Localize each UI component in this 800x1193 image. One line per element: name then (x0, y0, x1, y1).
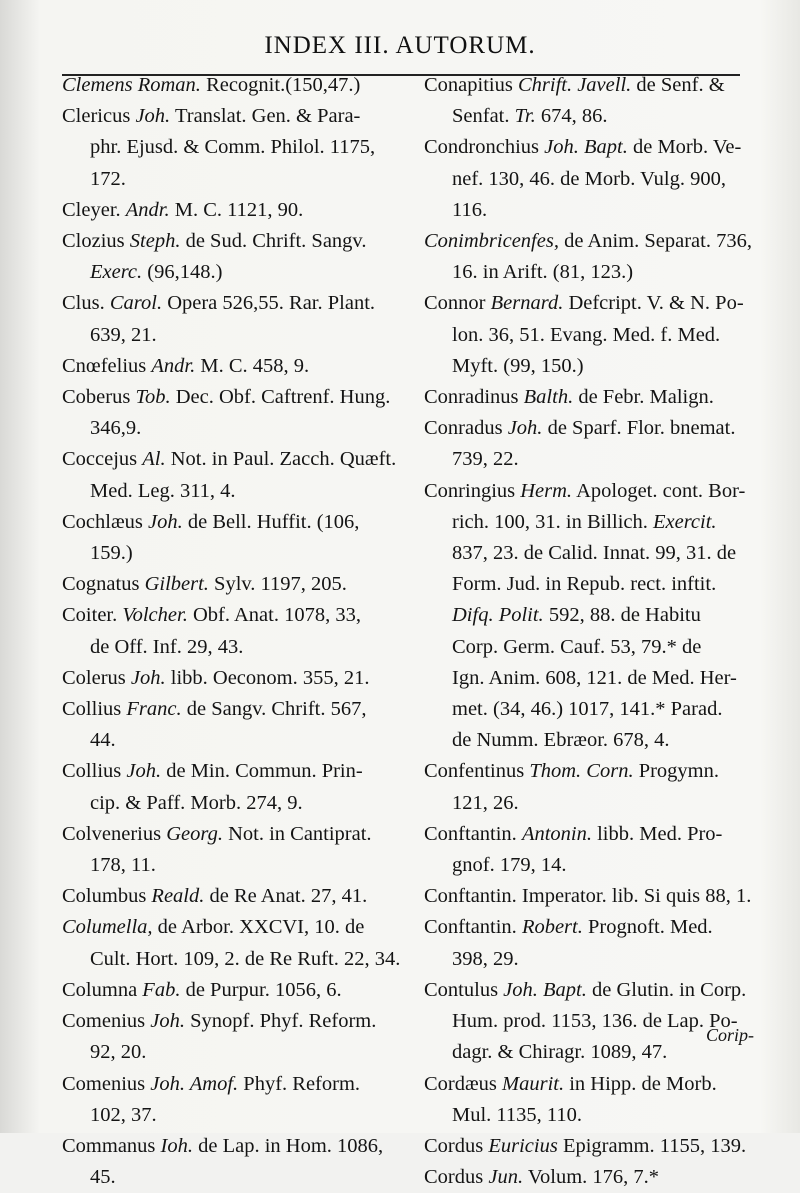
left-column (62, 70, 414, 1193)
entry-continuation-line (62, 320, 414, 351)
entry-text: Comenius (62, 1010, 151, 1033)
author-forename: Steph. (129, 230, 181, 253)
entry-text: de Re Anat. 27, 41. (209, 885, 368, 908)
author-forename: Fab. (142, 978, 181, 1001)
entry-text: Cleyer. (62, 198, 126, 221)
entry-text: de Sangv. Chrift. 567, (186, 698, 367, 721)
entry-text: 178, 11. (90, 854, 156, 877)
entry-text: Corp. Germ. Cauf. 53, 79.* de (452, 635, 702, 658)
index-entry (424, 1162, 766, 1193)
author-forename: Andr. (125, 198, 170, 221)
entry-continuation-line (424, 944, 766, 975)
author-forename: Andr. (151, 354, 196, 377)
entry-text: Cognatus (62, 573, 145, 596)
index-entry (424, 1131, 766, 1162)
entry-text: de Sud. Chrift. Sangv. (185, 230, 367, 253)
entry-text: 159.) (90, 542, 133, 565)
author-forename: Carol. (109, 292, 163, 315)
entry-text: cip. & Paff. Morb. 274, 9. (90, 791, 303, 814)
entry-text: 346,9. (90, 417, 142, 440)
entry-heading-line (424, 413, 766, 444)
entry-heading-line (424, 1069, 766, 1100)
entry-text: Cochlæus (62, 510, 148, 533)
entry-continuation-line (424, 569, 766, 600)
author-forename: Joh. (148, 510, 183, 533)
author-forename: Joh. (135, 105, 171, 128)
author-forename: Clemens Roman. (62, 74, 201, 96)
entry-continuation-line (424, 444, 766, 475)
entry-heading-line (424, 881, 766, 912)
entry-continuation-line (62, 1100, 414, 1131)
author-forename: Euricius (488, 1134, 558, 1157)
entry-heading-line (62, 881, 414, 912)
entry-continuation-line (424, 257, 766, 288)
index-entry (424, 382, 766, 413)
index-entry (62, 226, 414, 288)
author-forename: Maurit. (502, 1072, 565, 1095)
entry-text: Connor (424, 292, 491, 315)
entry-text: 44. (90, 729, 116, 752)
entry-text: Form. Jud. in Repub. rect. inftit. (452, 573, 717, 596)
entry-text: Cnœfelius (62, 354, 152, 377)
index-entry (62, 819, 414, 881)
entry-continuation-line (62, 725, 414, 756)
entry-continuation-line (424, 164, 766, 195)
entry-text: Recognit.(150,47.) (206, 74, 361, 96)
entry-text: Columbus (62, 885, 152, 908)
author-forename: Tob. (135, 386, 171, 409)
entry-continuation-line (424, 538, 766, 569)
entry-heading-line (62, 819, 414, 850)
entry-text: Cult. Hort. 109, 2. de Re Ruft. 22, 34. (90, 947, 401, 970)
author-forename: Balth. (523, 386, 574, 409)
entry-text: Volum. 176, 7.* (527, 1166, 660, 1189)
author-forename: Joh. (507, 417, 543, 440)
entry-text: Sylv. 1197, 205. (214, 573, 347, 596)
entry-text: de Bell. Huffit. (106, (187, 510, 360, 533)
entry-text: 674, 86. (540, 105, 608, 128)
author-forename: Al. (142, 448, 166, 471)
author-forename: Tr. (514, 105, 536, 128)
entry-heading-line (62, 1131, 414, 1162)
index-entry (424, 912, 766, 974)
index-entry (62, 507, 414, 569)
entry-text: de Febr. Malign. (578, 386, 714, 409)
entry-text: Senfat. (452, 105, 515, 128)
entry-text: M. C. 458, 9. (200, 354, 310, 377)
entry-text: rich. 100, 31. in Billich. (452, 510, 653, 533)
entry-text: Conradus (424, 417, 508, 440)
entry-continuation-line (62, 132, 414, 163)
index-entry (62, 975, 414, 1006)
entry-text: Collius (62, 698, 127, 721)
entry-continuation-line (62, 788, 414, 819)
entry-text: phr. Ejusd. & Comm. Philol. 1175, (90, 136, 376, 159)
entry-heading-line (424, 476, 766, 507)
entry-text: Cordus (424, 1166, 489, 1189)
entry-continuation-line (62, 257, 414, 288)
author-forename: Thom. Corn. (529, 760, 634, 783)
author-forename: Joh. (126, 760, 162, 783)
entry-text: Conringius (424, 479, 521, 502)
entry-continuation-line (62, 850, 414, 881)
entry-heading-line (62, 507, 414, 538)
entry-text: Myft. (99, 150.) (452, 354, 584, 377)
entry-continuation-line (424, 694, 766, 725)
author-forename: Georg. (166, 822, 223, 845)
entry-text: 592, 88. de Habitu (548, 604, 701, 627)
entry-continuation-line (62, 413, 414, 444)
entry-text: Contulus (424, 978, 504, 1001)
entry-text: met. (34, 46.) 1017, 141.* Parad. (452, 698, 723, 721)
entry-continuation-line (62, 944, 414, 975)
entry-text: Obf. Anat. 1078, 33, (192, 604, 361, 627)
author-forename: Antonin. (521, 822, 592, 845)
entry-text: Commanus (62, 1134, 161, 1157)
entry-heading-line (62, 694, 414, 725)
entry-heading-line (62, 70, 414, 101)
entry-text: de Purpur. 1056, 6. (185, 978, 342, 1001)
entry-heading-line (424, 132, 766, 163)
entry-text: Conradinus (424, 386, 524, 409)
entry-continuation-line (424, 600, 766, 631)
entry-text: Condronchius (424, 136, 545, 159)
entry-continuation-line (62, 632, 414, 663)
index-entry (424, 288, 766, 382)
entry-text: 121, 26. (452, 791, 519, 814)
author-forename: Chrift. Javell. (517, 74, 632, 96)
entry-text: Dec. Obf. Caftrenf. Hung. (175, 386, 391, 409)
author-forename: Difq. Polit. (452, 604, 544, 627)
entry-text: de Morb. Ve- (632, 136, 742, 159)
index-entry (62, 101, 414, 195)
index-entry (62, 912, 414, 974)
entry-text: Conapitius (424, 74, 518, 96)
entry-text: Conftantin. Imperator. lib. Si quis 88, 1. (424, 885, 752, 908)
entry-text: de Lap. in Hom. 1086, (198, 1134, 384, 1157)
entry-text: 739, 22. (452, 448, 519, 471)
entry-continuation-line (62, 164, 414, 195)
entry-text: de Off. Inf. 29, 43. (90, 635, 244, 658)
entry-heading-line (424, 756, 766, 787)
entry-text: de Anim. Separat. 736, (564, 230, 752, 253)
entry-text: M. C. 1121, 90. (174, 198, 304, 221)
catchword: Corip- (706, 1025, 755, 1045)
entry-text: Mul. 1135, 110. (452, 1103, 583, 1126)
entry-heading-line (62, 975, 414, 1006)
entry-continuation-line (424, 320, 766, 351)
index-entry (62, 351, 414, 382)
entry-text: in Hipp. de Morb. (569, 1072, 717, 1095)
entry-continuation-line (424, 101, 766, 132)
entry-text: Prognoft. Med. (587, 916, 713, 939)
author-forename: Joh. Amof. (150, 1072, 239, 1095)
author-forename: Volcher. (122, 604, 188, 627)
author-forename: Herm. (520, 479, 573, 502)
author-forename: Gilbert. (144, 573, 209, 596)
index-entry (62, 600, 414, 662)
author-forename: Robert. (521, 916, 583, 939)
entry-text: Ign. Anim. 608, 121. de Med. Her- (452, 666, 737, 689)
entry-heading-line (424, 70, 766, 101)
entry-text: Coiter. (62, 604, 123, 627)
index-entry (62, 288, 414, 350)
entry-text: Apologet. cont. Bor- (576, 479, 746, 502)
entry-text: Hum. prod. 1153, 136. de Lap. Po- (452, 1010, 738, 1033)
entry-heading-line (424, 1162, 766, 1193)
author-forename: Conimbricenfes, (424, 230, 559, 253)
entry-heading-line (424, 226, 766, 257)
index-entry (62, 756, 414, 818)
entry-text: de Arbor. XXCVI, 10. de (157, 916, 365, 939)
entry-text: Synopf. Phyf. Reform. (190, 1010, 377, 1033)
entry-heading-line (62, 1006, 414, 1037)
entry-text: Coberus (62, 386, 136, 409)
entry-text: nef. 130, 46. de Morb. Vulg. 900, (452, 167, 726, 190)
entry-text: Progymn. (638, 760, 720, 783)
index-entry (62, 881, 414, 912)
entry-text: Translat. Gen. & Para- (174, 105, 361, 128)
entry-heading-line (62, 195, 414, 226)
entry-heading-line (62, 288, 414, 319)
entry-text: Clus. (62, 292, 110, 315)
entry-text: Confentinus (424, 760, 530, 783)
entry-continuation-line (62, 1037, 414, 1068)
index-entry (62, 663, 414, 694)
author-forename: Exerc. (90, 261, 143, 284)
entry-text: Clozius (62, 230, 130, 253)
entry-continuation-line (424, 351, 766, 382)
entry-heading-line (62, 1069, 414, 1100)
entry-heading-line (62, 756, 414, 787)
entry-text: lon. 36, 51. Evang. Med. f. Med. (452, 323, 721, 346)
entry-text: de Sparf. Flor. bnemat. (547, 417, 736, 440)
entry-text: Epigramm. 1155, 139. (562, 1134, 747, 1157)
entry-heading-line (62, 351, 414, 382)
entry-text: 16. in Arift. (81, 123.) (452, 261, 634, 284)
entry-text: de Senf. & (636, 74, 725, 96)
entry-heading-line (62, 444, 414, 475)
entry-heading-line (62, 382, 414, 413)
index-entry (62, 1131, 414, 1193)
entry-continuation-line (424, 663, 766, 694)
index-entry (62, 1006, 414, 1068)
entry-heading-line (62, 912, 414, 943)
entry-heading-line (62, 663, 414, 694)
author-forename: Franc. (126, 698, 182, 721)
entry-heading-line (424, 975, 766, 1006)
entry-text: de Min. Commun. Prin- (166, 760, 363, 783)
entry-heading-line (62, 569, 414, 600)
entry-continuation-line (424, 1100, 766, 1131)
entry-text: Not. in Cantiprat. (228, 822, 372, 845)
index-entry (62, 569, 414, 600)
entry-heading-line (62, 600, 414, 631)
entry-heading-line (62, 226, 414, 257)
index-entry (424, 819, 766, 881)
entry-continuation-line (424, 725, 766, 756)
entry-text: gnof. 179, 14. (452, 854, 567, 877)
entry-continuation-line (424, 632, 766, 663)
index-entry (424, 476, 766, 757)
author-forename: Joh. (130, 666, 166, 689)
entry-text: Comenius (62, 1072, 151, 1095)
author-forename: Exercit. (653, 510, 717, 533)
index-entry (62, 195, 414, 226)
entry-text: (96,148.) (147, 261, 223, 284)
index-entry (424, 226, 766, 288)
entry-text: 45. (90, 1166, 116, 1189)
author-forename: Joh. Bapt. (544, 136, 628, 159)
entry-heading-line (424, 1131, 766, 1162)
index-entry (424, 70, 766, 132)
entry-text: Clericus (62, 105, 136, 128)
entry-text: Cordus (424, 1134, 489, 1157)
entry-continuation-line (424, 788, 766, 819)
index-entry (424, 975, 766, 1069)
index-entry (424, 1069, 766, 1131)
entry-text: libb. Oeconom. 355, 21. (170, 666, 370, 689)
entry-continuation-line (62, 538, 414, 569)
running-header: INDEX III. AUTORUM. (264, 32, 536, 59)
entry-text: Coccejus (62, 448, 143, 471)
entry-text: Columna (62, 978, 143, 1001)
author-forename: Jun. (488, 1166, 524, 1189)
entry-heading-line (424, 382, 766, 413)
entry-text: Conftantin. (424, 822, 522, 845)
entry-text: 837, 23. de Calid. Innat. 99, 31. de (452, 542, 737, 565)
entry-text: 92, 20. (90, 1041, 147, 1064)
entry-continuation-line (424, 507, 766, 538)
entry-text: Conftantin. (424, 916, 522, 939)
author-forename: Joh. (150, 1010, 186, 1033)
entry-text: 116. (452, 198, 488, 221)
author-forename: Columella, (62, 916, 153, 939)
entry-text: Colerus (62, 666, 131, 689)
index-entry (424, 756, 766, 818)
index-entry (62, 444, 414, 506)
entry-heading-line (424, 912, 766, 943)
entry-text: dagr. & Chiragr. 1089, 47. (452, 1041, 668, 1064)
entry-continuation-line (62, 476, 414, 507)
entry-text: 398, 29. (452, 947, 519, 970)
entry-text: 102, 37. (90, 1103, 157, 1126)
entry-heading-line (424, 288, 766, 319)
author-forename: Reald. (151, 885, 205, 908)
entry-text: libb. Med. Pro- (597, 822, 723, 845)
entry-text: Collius (62, 760, 127, 783)
author-forename: Ioh. (160, 1134, 193, 1157)
entry-text: Opera 526,55. Rar. Plant. (167, 292, 376, 315)
index-entry (62, 694, 414, 756)
index-entry (424, 881, 766, 912)
index-entry (62, 70, 414, 101)
entry-text: Defcript. V. & N. Po- (568, 292, 744, 315)
index-entry (424, 132, 766, 226)
index-entry (62, 382, 414, 444)
entry-continuation-line (424, 195, 766, 226)
entry-text: Med. Leg. 311, 4. (90, 479, 236, 502)
author-forename: Joh. Bapt. (503, 978, 587, 1001)
entry-text: Colvenerius (62, 822, 167, 845)
entry-text: de Numm. Ebræor. 678, 4. (452, 729, 670, 752)
index-entry (424, 413, 766, 475)
entry-text: de Glutin. in Corp. (592, 978, 747, 1001)
author-forename: Bernard. (490, 292, 564, 315)
entry-continuation-line (424, 850, 766, 881)
entry-text: 639, 21. (90, 323, 157, 346)
entry-heading-line (62, 101, 414, 132)
entry-heading-line (424, 819, 766, 850)
entry-continuation-line (62, 1162, 414, 1193)
entry-text: Phyf. Reform. (243, 1072, 361, 1095)
entry-text: 172. (90, 167, 126, 190)
entry-text: Not. in Paul. Zacch. Quæft. (170, 448, 397, 471)
index-entry (62, 1069, 414, 1131)
entry-text: Cordæus (424, 1072, 503, 1095)
